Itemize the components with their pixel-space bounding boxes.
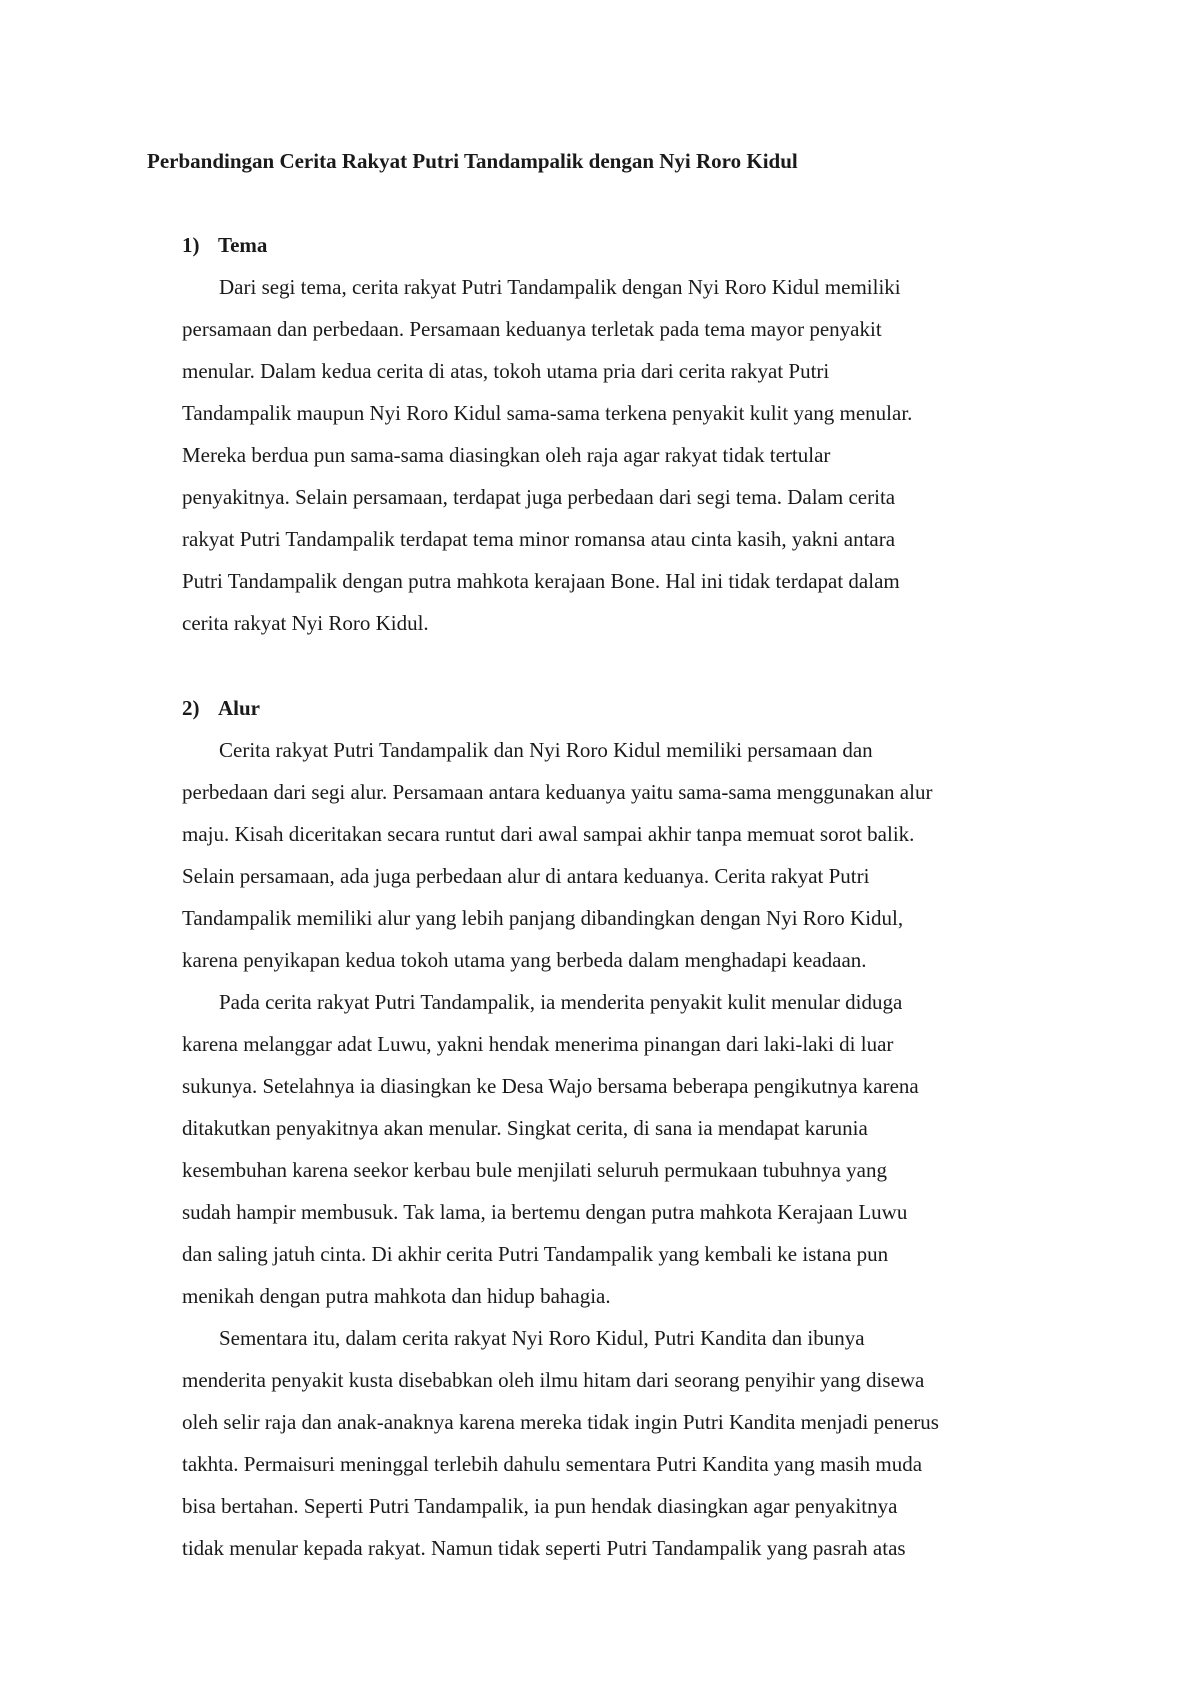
paragraph-line: Dari segi tema, cerita rakyat Putri Tandampalik dengan Nyi Roro Kidul memiliki: [219, 275, 901, 299]
document-title: Perbandingan Cerita Rakyat Putri Tandampalik dengan Nyi Roro Kidul: [147, 149, 798, 173]
section-number: 1): [182, 233, 200, 257]
paragraph-line: dan saling jatuh cinta. Di akhir cerita Putri Tandampalik yang kembali ke istana pun: [182, 1242, 889, 1266]
paragraph-line: Putri Tandampalik dengan putra mahkota kerajaan Bone. Hal ini tidak terdapat dalam: [182, 569, 900, 593]
paragraph-line: sukunya. Setelahnya ia diasingkan ke Desa Wajo bersama beberapa pengikutnya karena: [182, 1074, 919, 1098]
paragraph-line: takhta. Permaisuri meninggal terlebih dahulu sementara Putri Kandita yang masih muda: [182, 1452, 923, 1476]
paragraph-line: kesembuhan karena seekor kerbau bule menjilati seluruh permukaan tubuhnya yang: [182, 1158, 888, 1182]
paragraph-line: Selain persamaan, ada juga perbedaan alur di antara keduanya. Cerita rakyat Putri: [182, 864, 870, 888]
paragraph-line: tidak menular kepada rakyat. Namun tidak seperti Putri Tandampalik yang pasrah atas: [182, 1536, 906, 1560]
paragraph-line: karena melanggar adat Luwu, yakni hendak menerima pinangan dari laki-laki di luar: [182, 1032, 894, 1056]
paragraph-line: perbedaan dari segi alur. Persamaan antara keduanya yaitu sama-sama menggunakan alur: [182, 780, 933, 804]
paragraph-line: maju. Kisah diceritakan secara runtut dari awal sampai akhir tanpa memuat sorot balik.: [182, 822, 915, 846]
section-heading: [182, 693, 260, 723]
section-title: Tema: [218, 233, 268, 257]
paragraph-line: oleh selir raja dan anak-anaknya karena mereka tidak ingin Putri Kandita menjadi penerus: [182, 1410, 939, 1434]
paragraph-line: bisa bertahan. Seperti Putri Tandampalik, ia pun hendak diasingkan agar penyakitnya: [182, 1494, 898, 1518]
paragraph-line: Pada cerita rakyat Putri Tandampalik, ia menderita penyakit kulit menular diduga: [219, 990, 903, 1014]
paragraph-line: menikah dengan putra mahkota dan hidup bahagia.: [182, 1284, 611, 1308]
paragraph-line: Sementara itu, dalam cerita rakyat Nyi Roro Kidul, Putri Kandita dan ibunya: [219, 1326, 865, 1350]
paragraph-line: Tandampalik maupun Nyi Roro Kidul sama-sama terkena penyakit kulit yang menular.: [182, 401, 913, 425]
paragraph-line: karena penyikapan kedua tokoh utama yang berbeda dalam menghadapi keadaan.: [182, 948, 867, 972]
section-heading: [182, 230, 267, 260]
paragraph-line: persamaan dan perbedaan. Persamaan keduanya terletak pada tema mayor penyakit: [182, 317, 882, 341]
paragraph-line: cerita rakyat Nyi Roro Kidul.: [182, 611, 429, 635]
paragraph-line: penyakitnya. Selain persamaan, terdapat juga perbedaan dari segi tema. Dalam cerita: [182, 485, 896, 509]
paragraph-line: Tandampalik memiliki alur yang lebih panjang dibandingkan dengan Nyi Roro Kidul,: [182, 906, 904, 930]
paragraph-line: menular. Dalam kedua cerita di atas, tokoh utama pria dari cerita rakyat Putri: [182, 359, 830, 383]
section-number: 2): [182, 696, 200, 720]
paragraph-line: rakyat Putri Tandampalik terdapat tema minor romansa atau cinta kasih, yakni antara: [182, 527, 896, 551]
paragraph-line: Cerita rakyat Putri Tandampalik dan Nyi Roro Kidul memiliki persamaan dan: [219, 738, 873, 762]
paragraph-line: menderita penyakit kusta disebabkan oleh ilmu hitam dari seorang penyihir yang disewa: [182, 1368, 925, 1392]
section-title: Alur: [218, 696, 260, 720]
paragraph-line: Mereka berdua pun sama-sama diasingkan oleh raja agar rakyat tidak tertular: [182, 443, 831, 467]
paragraph-line: ditakutkan penyakitnya akan menular. Singkat cerita, di sana ia mendapat karunia: [182, 1116, 868, 1140]
paragraph-line: sudah hampir membusuk. Tak lama, ia bertemu dengan putra mahkota Kerajaan Luwu: [182, 1200, 908, 1224]
